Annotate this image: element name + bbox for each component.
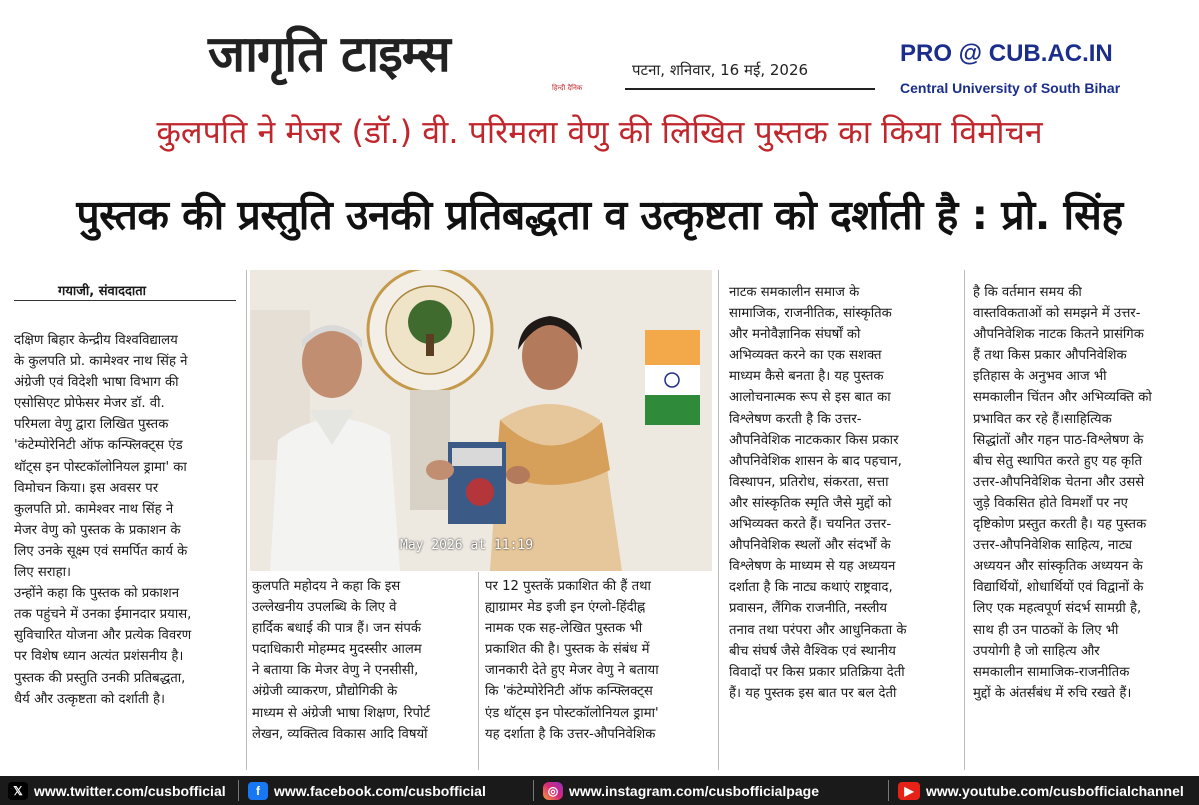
article-line: मेजर वेणु को पुस्तक के प्रकाशन के	[14, 522, 181, 538]
kicker-headline: कुलपति ने मेजर (डॉ.) वी. परिमला वेणु की लिखित पुस्तक का किया विमोचन	[156, 113, 1043, 151]
article-line: अध्ययन और सांस्कृतिक अध्ययन के	[973, 559, 1143, 575]
article-line: विवादों पर किस प्रकार प्रतिक्रिया देती	[729, 664, 905, 680]
article-line: धैर्य और उत्कृष्टता को दर्शाती है।	[14, 691, 166, 707]
facebook-link[interactable]	[248, 781, 486, 801]
article-line: विश्लेषण के माध्यम से यह अध्ययन	[729, 559, 896, 575]
article-line: यह दर्शाता है कि उत्तर-औपनिवेशिक	[485, 726, 656, 742]
main-headline: पुस्तक की प्रस्तुति उनकी प्रतिबद्धता व उत्कृष्टता को दर्शाती है : प्रो. सिंह	[76, 191, 1123, 239]
photo-timestamp: May 2026 at 11:19	[400, 538, 534, 553]
article-line: प्रकाशित की है। पुस्तक के संबंध में	[485, 642, 650, 658]
article-line: माध्यम से अंग्रेजी भाषा शिक्षण, रिपोर्ट	[252, 705, 431, 721]
masthead	[0, 0, 1199, 108]
article-line: वास्तविकताओं को समझने में उत्तर-	[973, 306, 1141, 322]
article-line: दक्षिण बिहार केन्द्रीय विश्वविद्यालय	[14, 333, 178, 348]
article-line: प्रभावित कर रहे हैं।साहित्यिक	[973, 411, 1112, 427]
article-line: उत्तर-औपनिवेशिक साहित्य, नाट्य	[973, 538, 1132, 554]
article-line: हार्दिक बधाई की पात्र हैं। जन संपर्क	[252, 621, 422, 637]
article-line: ने बताया कि मेजर वेणु ने एनसीसी,	[252, 663, 419, 679]
social-footer	[0, 776, 1199, 805]
x-icon: 𝕏	[8, 782, 28, 800]
article-column-5	[973, 282, 1193, 704]
article-line: हैं। यह पुस्तक इस बात पर बल देती	[729, 685, 897, 701]
article-line: अभिव्यक्त करते हैं। चयनित उत्तर-	[729, 517, 892, 533]
article-line: ह्याग्रामर मेड इजी इन एंग्लो-हिंदीह्न	[485, 600, 646, 616]
article-line: परिमला वेणु द्वारा लिखित पुस्तक	[14, 417, 169, 433]
article-line: एंड थॉट्स इन पोस्टकॉलोनियल ड्रामा'	[485, 705, 659, 721]
article-line: सामाजिक, राजनीतिक, सांस्कृतिक	[729, 306, 892, 322]
twitter-url: www.twitter.com/cusbofficial	[34, 783, 226, 799]
column-divider	[964, 270, 965, 770]
article-line: तनाव तथा परंपरा और आधुनिकता के	[729, 622, 907, 638]
article-line: नाटक समकालीन समाज के	[729, 285, 860, 300]
article-line: प्रवासन, लैंगिक राजनीति, नस्लीय	[729, 601, 888, 617]
instagram-link[interactable]	[543, 781, 819, 801]
article-column-2	[252, 576, 472, 745]
article-line: उल्लेखनीय उपलब्धि के लिए वे	[252, 600, 397, 616]
article-line: पदाधिकारी मोहम्मद मुदस्सीर आलम	[252, 642, 422, 658]
article-column-4	[729, 282, 959, 704]
article-line: दृष्टिकोण प्रस्तुत करती है। यह पुस्तक	[973, 517, 1147, 533]
article-line: हैं तथा किस प्रकार औपनिवेशिक	[973, 348, 1127, 364]
article-line: नामक एक सह-लेखित पुस्तक भी	[485, 621, 643, 637]
footer-divider	[238, 780, 239, 801]
article-line: विद्यार्थियों, शोधार्थियों एवं विद्वानों के	[973, 580, 1144, 596]
instagram-url: www.instagram.com/cusbofficialpage	[569, 783, 819, 799]
article-line: लेखन, व्यक्तित्व विकास आदि विषयों	[252, 726, 428, 742]
dateline: पटना, शनिवार, 16 मई, 2026	[632, 61, 809, 79]
twitter-link[interactable]	[8, 781, 226, 801]
youtube-url: www.youtube.com/cusbofficialchannel	[926, 783, 1184, 799]
article-line: विमोचन किया। इस अवसर पर	[14, 480, 159, 496]
youtube-icon: ▶	[898, 782, 920, 800]
article-line: कुलपति महोदय ने कहा कि इस	[252, 579, 401, 594]
article-line: कि 'कंटेम्पोरेनिटी ऑफ कन्फ्लिक्ट्स	[485, 684, 653, 700]
pro-email: PRO @ CUB.AC.IN	[900, 40, 1113, 67]
article-line: और सांस्कृतिक स्मृति जैसे मुद्दों को	[729, 495, 892, 511]
article-line: माध्यम कैसे बनता है। यह पुस्तक	[729, 369, 884, 385]
article-line: उन्होंने कहा कि पुस्तक को प्रकाशन	[14, 586, 180, 602]
article-line: 'कंटेम्पोरेनिटी ऑफ कन्फ्लिक्ट्स एंड	[14, 438, 183, 454]
article-line: पर विशेष ध्यान अत्यंत प्रशंसनीय है।	[14, 649, 184, 665]
news-photo	[250, 270, 712, 571]
article-line: थॉट्स इन पोस्टकॉलोनियल ड्रामा' का	[14, 459, 187, 475]
facebook-icon: f	[248, 782, 268, 800]
article-line: सिद्धांतों और गहन पाठ-विश्लेषण के	[973, 432, 1144, 448]
article-line: औपनिवेशिक नाटक कितने प्रासंगिक	[973, 327, 1144, 343]
article-line: विश्लेषण करती है कि उत्तर-	[729, 411, 862, 427]
article-line: औपनिवेशिक स्थलों और संदर्भों के	[729, 538, 891, 554]
article-line: साथ ही उन पाठकों के लिए भी	[973, 622, 1119, 638]
article-line: इतिहास के अनुभव आज भी	[973, 369, 1107, 385]
article-line: दर्शाता है कि नाट्य कथाएं राष्ट्रवाद,	[729, 580, 893, 596]
article-line: बीच सेतु स्थापित करते हुए यह कृति	[973, 453, 1143, 469]
facebook-url: www.facebook.com/cusbofficial	[274, 783, 486, 799]
newspaper-logo-subtitle: हिन्दी दैनिक	[552, 84, 583, 92]
article-line: और मनोवैज्ञानिक संघर्षों को	[729, 327, 861, 343]
article-line: विस्थापन, प्रतिरोध, संकरता, सत्ता	[729, 474, 889, 490]
youtube-link[interactable]	[898, 781, 1184, 801]
instagram-icon: ◎	[543, 782, 563, 800]
article-line: जुड़े विकसित होते विमर्शों पर नए	[973, 495, 1128, 511]
article-line: सुविचारित योजना और प्रत्येक विवरण	[14, 628, 192, 644]
column-divider	[246, 270, 247, 770]
article-line: अंग्रेजी व्याकरण, प्रौद्योगिकी के	[252, 684, 398, 700]
column-divider	[478, 572, 479, 770]
article-line: तक पहुंचने में उनका ईमानदार प्रयास,	[14, 607, 192, 623]
article-line: के कुलपति प्रो. कामेश्वर नाथ सिंह ने	[14, 354, 188, 370]
article-line: लिए उनके सूक्ष्म एवं समर्पित कार्य के	[14, 543, 188, 559]
article-line: कुलपति प्रो. कामेश्वर नाथ सिंह ने	[14, 501, 174, 517]
article-line: समकालीन चिंतन और अभिव्यक्ति को	[973, 390, 1152, 406]
footer-divider	[533, 780, 534, 801]
column-divider	[718, 270, 719, 770]
article-line: मुद्दों के अंतर्संबंध में रुचि रखते हैं।	[973, 685, 1132, 701]
article-line: औपनिवेशिक नाटककार किस प्रकार	[729, 432, 899, 448]
article-line: औपनिवेशिक शासन के बाद पहचान,	[729, 453, 902, 469]
photo-illustration	[250, 270, 712, 571]
newspaper-logo: जागृति टाइम्स	[208, 25, 450, 83]
dateline-rule	[625, 88, 875, 90]
article-column-1	[14, 330, 246, 710]
article-line: अभिव्यक्त करने का एक सशक्त	[729, 348, 882, 364]
article-column-3	[485, 576, 710, 745]
article-line: लिए सराहा।	[14, 565, 71, 581]
article-line: समकालीन सामाजिक-राजनीतिक	[973, 664, 1130, 680]
article-line: एसोसिएट प्रोफेसर मेजर डॉ. वी.	[14, 396, 165, 412]
article-line: पुस्तक की प्रस्तुति उनकी प्रतिबद्धता,	[14, 670, 186, 686]
article-line: बीच संघर्ष जैसे वैश्विक एवं स्थानीय	[729, 643, 896, 659]
article-line: आलोचनात्मक रूप से इस बात का	[729, 390, 891, 406]
article-line: है कि वर्तमान समय की	[973, 285, 1082, 300]
article-line: उपयोगी है जो साहित्य और	[973, 643, 1100, 659]
footer-divider	[888, 780, 889, 801]
article-line: जानकारी देते हुए मेजर वेणु ने बताया	[485, 663, 659, 679]
article-line: उत्तर-औपनिवेशिक चेतना और उससे	[973, 474, 1145, 490]
byline: गयाजी, संवाददाता	[14, 281, 236, 301]
article-line: पर 12 पुस्तकें प्रकाशित की हैं तथा	[485, 579, 651, 594]
university-name: Central University of South Bihar	[900, 80, 1121, 96]
article-line: लिए एक महत्वपूर्ण संदर्भ सामग्री है,	[973, 601, 1142, 617]
article-line: अंग्रेजी एवं विदेशी भाषा विभाग की	[14, 375, 179, 391]
